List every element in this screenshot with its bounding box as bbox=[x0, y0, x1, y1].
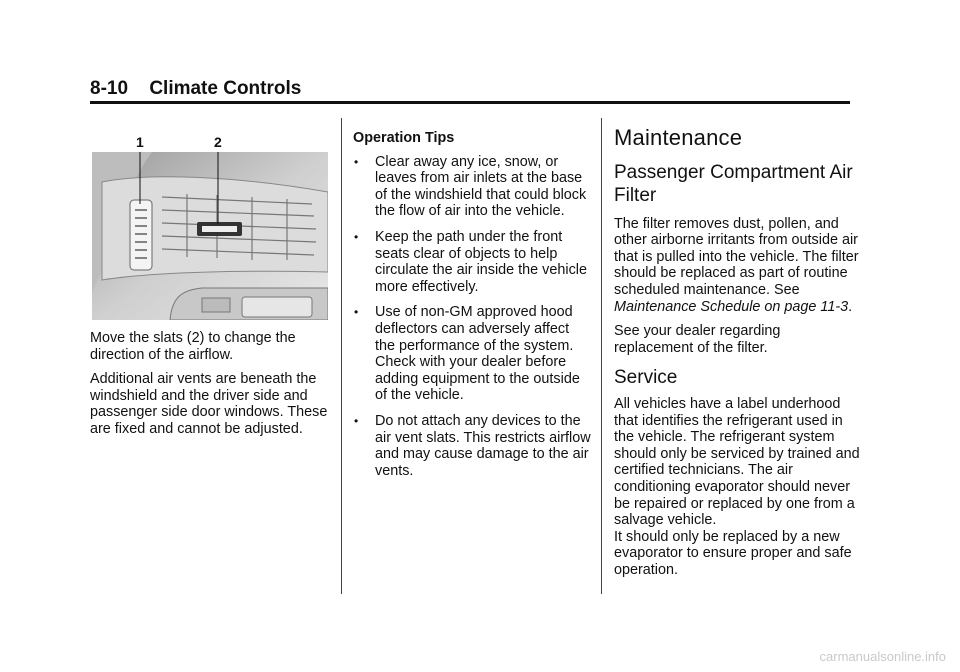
header-rule bbox=[90, 101, 850, 104]
list-item-text: Do not attach any devices to the air vent slats. This restricts airflow and may cause damage to the air vents. bbox=[375, 412, 591, 479]
column-3 bbox=[614, 122, 860, 586]
bullet-icon: • bbox=[354, 229, 359, 244]
air-filter-heading: Passenger Compartment Air Filter bbox=[614, 161, 853, 206]
list-item bbox=[353, 154, 591, 220]
bullet-icon: • bbox=[354, 413, 359, 428]
paragraph-airflow: Move the slats (2) to change the direction of the airflow. bbox=[90, 330, 296, 363]
list-item bbox=[353, 304, 591, 404]
operation-tips-heading: Operation Tips bbox=[353, 130, 455, 146]
page-number: 8-10 bbox=[90, 78, 129, 99]
paragraph-filter bbox=[614, 216, 860, 316]
bullet-icon: • bbox=[354, 154, 359, 169]
figure-label-1: 1 bbox=[136, 134, 144, 150]
column-divider-1 bbox=[341, 118, 342, 594]
column-divider-2 bbox=[601, 118, 602, 594]
paragraph-additional-vents: Additional air vents are beneath the windshield and the driver side and passenger side door windows. These are fixed and cannot be adjusted. bbox=[90, 371, 328, 437]
watermark: carmanualsonline.info bbox=[819, 649, 946, 664]
maintenance-schedule-link[interactable]: Maintenance Schedule on page 11-3 bbox=[614, 298, 849, 315]
filter-text-end: . bbox=[848, 298, 853, 315]
list-item bbox=[353, 413, 591, 479]
list-item bbox=[353, 229, 591, 295]
service-heading: Service bbox=[614, 367, 678, 389]
column-1 bbox=[90, 330, 340, 446]
filter-text: The filter removes dust, pollen, and other airborne irritants from outside air that is pulled into the vehicle. The filter should be replaced as part of routine scheduled maintenance. See bbox=[614, 215, 859, 298]
maintenance-heading: Maintenance bbox=[614, 125, 743, 150]
list-item-text: Keep the path under the front seats clear of objects to help circulate the air inside the vehicle more effectively. bbox=[375, 228, 587, 295]
list-item-text: Clear away any ice, snow, or leaves from air inlets at the base of the windshield that could block the flow of air into the vehicle. bbox=[375, 153, 587, 220]
operation-tips-list bbox=[353, 154, 591, 480]
section-title: Climate Controls bbox=[149, 78, 302, 99]
bullet-icon: • bbox=[354, 305, 359, 320]
air-vent-illustration bbox=[92, 152, 328, 320]
page-header bbox=[90, 78, 301, 100]
paragraph-service: All vehicles have a label underhood that identifies the refrigerant used in the vehicle. The refrigerant system should only be serviced by trained and certified technicians. The air conditioning evaporator should never be repaired or replaced by one from a salvage vehicle. bbox=[614, 395, 860, 529]
paragraph-evaporator: It should only be replaced by a new evaporator to ensure proper and safe operation. bbox=[614, 528, 852, 578]
column-2 bbox=[353, 120, 591, 488]
paragraph-dealer: See your dealer regarding replacement of the filter. bbox=[614, 323, 781, 356]
figure-label-2: 2 bbox=[214, 134, 222, 150]
list-item-text: Use of non-GM approved hood deflectors can adversely affect the performance of the system. Check with your dealer before adding equipment to the outside of the vehicle. bbox=[375, 304, 580, 404]
